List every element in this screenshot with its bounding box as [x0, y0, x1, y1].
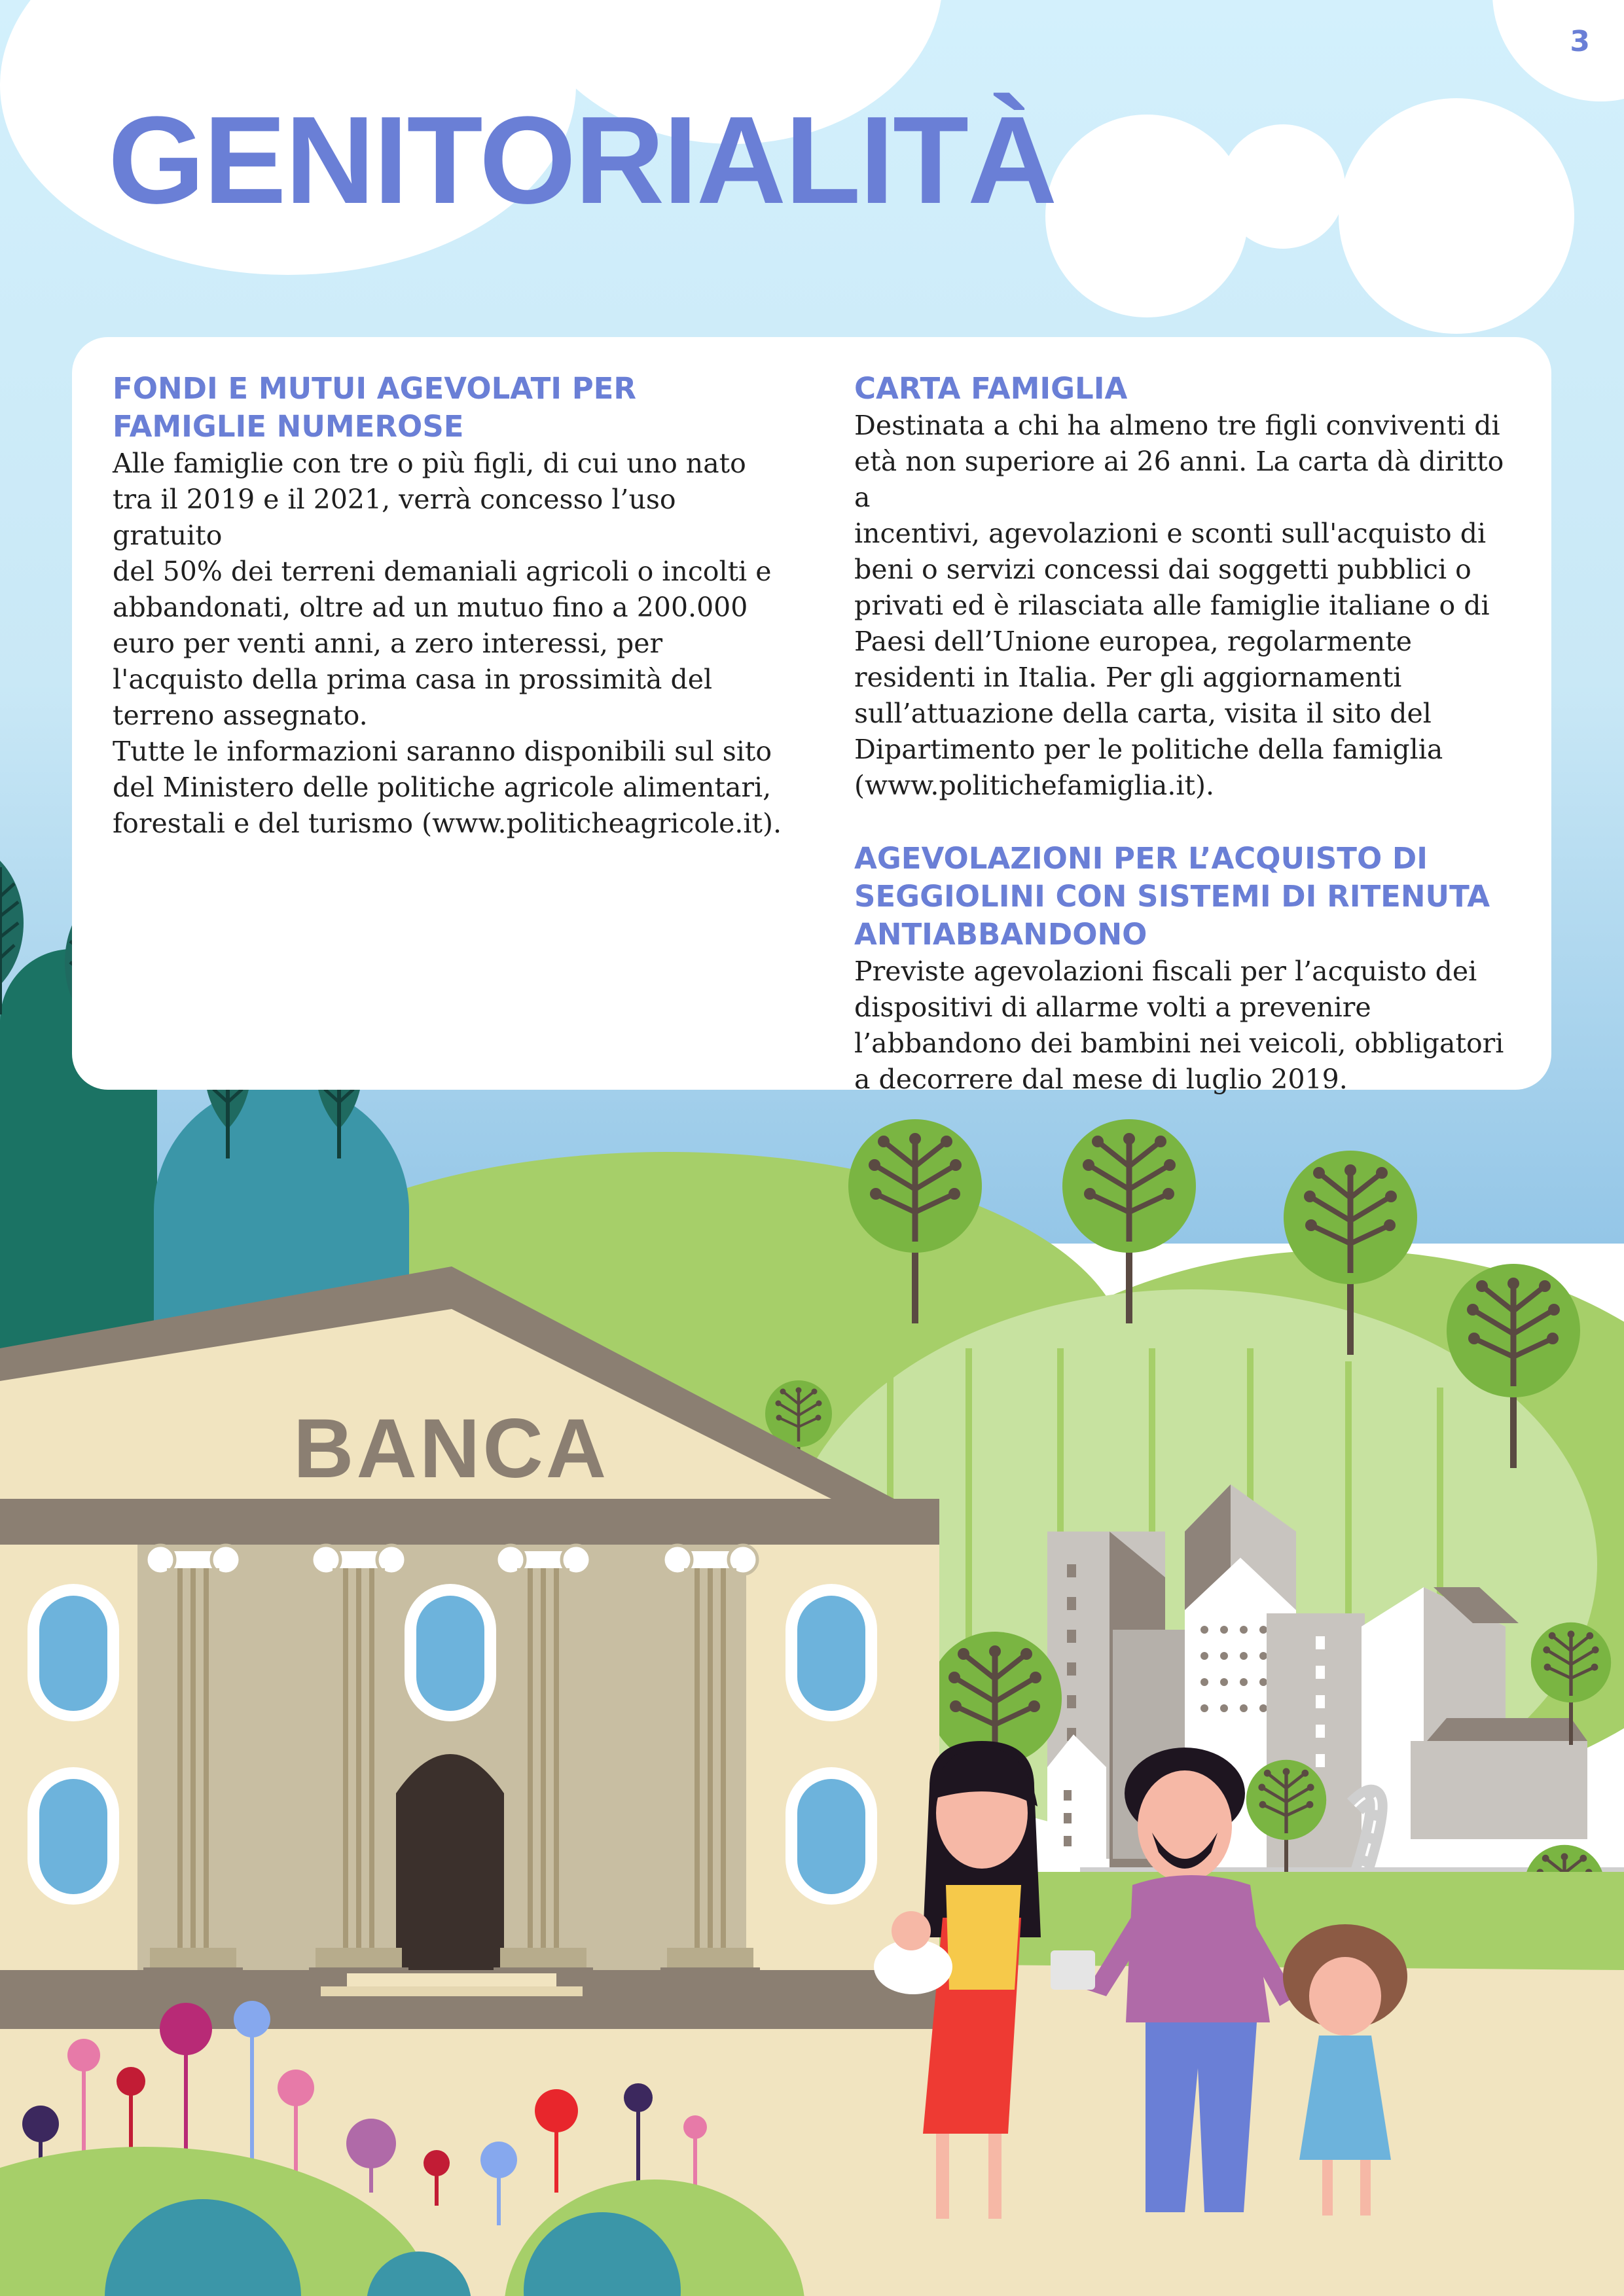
- body-line: terreno assegnato.: [113, 700, 368, 731]
- body-line: l'acquisto della prima casa in prossimità del: [113, 664, 713, 695]
- body-line: l’abbandono dei bambini nei veicoli, obbligatori: [854, 1028, 1504, 1059]
- title-line: CARTA FAMIGLIA: [854, 371, 1128, 406]
- section-body: [113, 446, 793, 842]
- content-card: [72, 337, 1551, 1095]
- section-gap: [854, 804, 1522, 840]
- section-body: [854, 408, 1522, 804]
- title-line: AGEVOLAZIONI PER L’ACQUISTO DI: [854, 841, 1428, 876]
- left-column: [113, 370, 793, 842]
- section-title: [113, 370, 793, 446]
- section-body: [854, 954, 1522, 1098]
- body-line: Paesi dell’Unione europea, regolarmente: [854, 626, 1413, 657]
- title-line: FONDI E MUTUI AGEVOLATI PER: [113, 371, 637, 406]
- section-seggiolini: [854, 840, 1522, 1098]
- body-line: tra il 2019 e il 2021, verrà concesso l’uso gratuito: [113, 484, 676, 551]
- section-title: [854, 370, 1522, 408]
- body-line: euro per venti anni, a zero interessi, per: [113, 628, 663, 659]
- body-line: forestali e del turismo (www.politicheagricole.it).: [113, 808, 782, 839]
- body-line: Tutte le informazioni saranno disponibili sul sito: [113, 736, 772, 767]
- page-title: GENITORIALITÀ: [108, 91, 1056, 230]
- title-line: FAMIGLIE NUMEROSE: [113, 409, 464, 444]
- body-line: Previste agevolazioni fiscali per l’acquisto dei: [854, 956, 1477, 987]
- body-line: privati ed è rilasciata alle famiglie italiane o di: [854, 590, 1490, 621]
- body-line: del 50% dei terreni demaniali agricoli o incolti e: [113, 556, 772, 587]
- body-line: residenti in Italia. Per gli aggiornamenti: [854, 662, 1402, 693]
- body-line: età non superiore ai 26 anni. La carta dà diritto a: [854, 446, 1504, 513]
- title-line: SEGGIOLINI CON SISTEMI DI RITENUTA: [854, 879, 1490, 914]
- body-line: abbandonati, oltre ad un mutuo fino a 200.000: [113, 592, 748, 623]
- body-line: a decorrere dal mese di luglio 2019.: [854, 1064, 1348, 1095]
- right-column: [854, 370, 1522, 1098]
- section-carta: [854, 370, 1522, 804]
- body-line: Dipartimento per le politiche della famiglia: [854, 734, 1443, 765]
- body-line: (www.politichefamiglia.it).: [854, 770, 1214, 801]
- body-line: Destinata a chi ha almeno tre figli conviventi di: [854, 410, 1500, 441]
- page-number: 3: [1570, 25, 1590, 58]
- body-line: del Ministero delle politiche agricole alimentari,: [113, 772, 772, 803]
- section-fondi: [113, 370, 793, 842]
- bank-sign: BANCA: [293, 1402, 609, 1496]
- body-line: Alle famiglie con tre o più figli, di cui uno nato: [113, 448, 746, 479]
- title-line: ANTIABBANDONO: [854, 917, 1147, 952]
- body-line: sull’attuazione della carta, visita il sito del: [854, 698, 1432, 729]
- section-title: [854, 840, 1522, 954]
- body-line: beni o servizi concessi dai soggetti pubblici o: [854, 554, 1471, 585]
- body-line: incentivi, agevolazioni e sconti sull'acquisto di: [854, 518, 1487, 549]
- body-line: dispositivi di allarme volti a prevenire: [854, 992, 1371, 1023]
